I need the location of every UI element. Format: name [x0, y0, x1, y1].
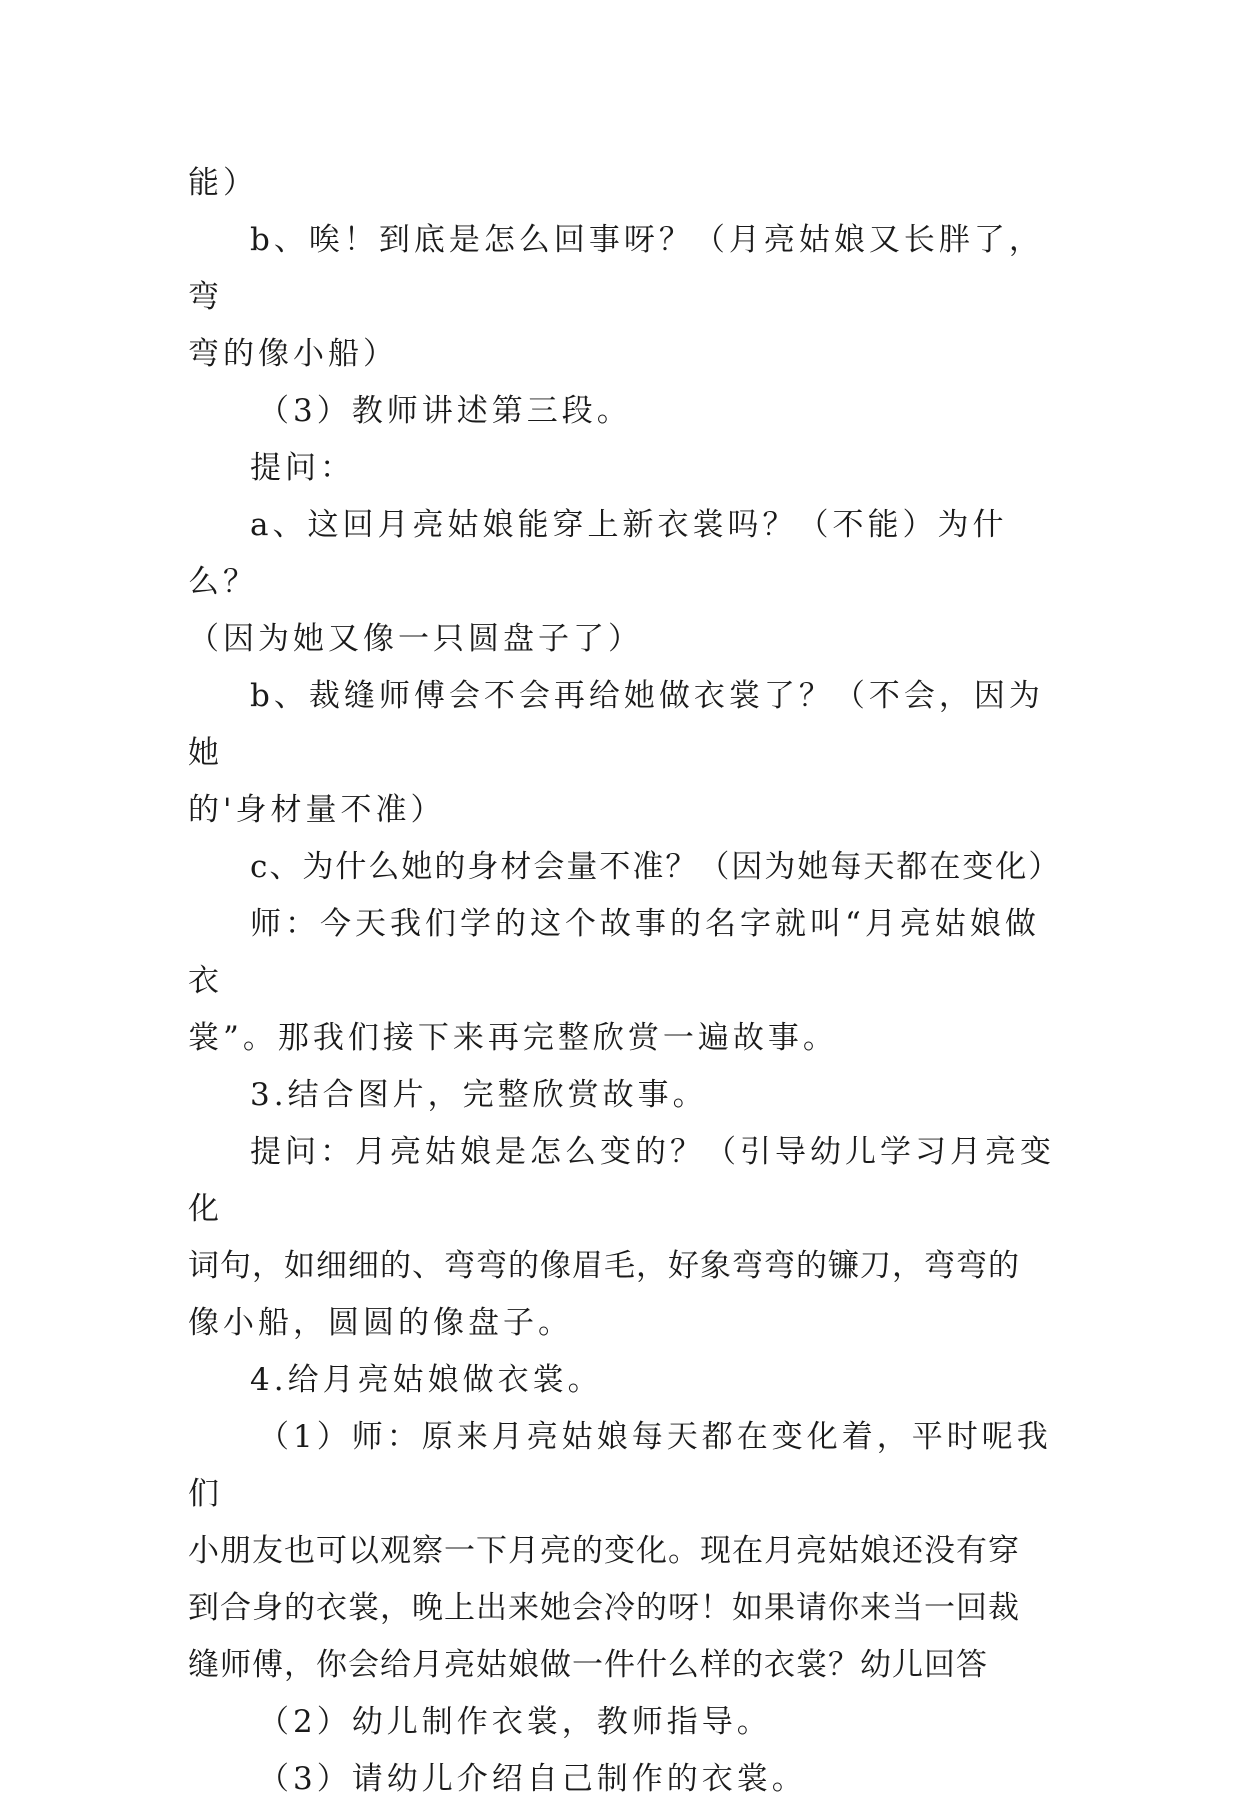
line: 提问：: [250, 450, 355, 486]
line: 词句，如细细的、弯弯的像眉毛，好象弯弯的镰刀，弯弯的: [188, 1248, 1020, 1284]
line: 小朋友也可以观察一下月亮的变化。现在月亮姑娘还没有穿: [188, 1533, 1020, 1569]
paragraph-11: [188, 1352, 1068, 1409]
document-body: [188, 155, 1068, 1808]
paragraph-9: [188, 1067, 1068, 1124]
line: （3）教师讲述第三段。: [258, 393, 632, 429]
line: （2）幼儿制作衣裳，教师指导。: [258, 1704, 772, 1740]
paragraph-5: [188, 497, 1068, 668]
line: 像小船，圆圆的像盘子。: [188, 1305, 573, 1341]
line: 到合身的衣裳，晚上出来她会冷的呀！如果请你来当一回裁: [188, 1590, 1020, 1626]
paragraph-6: [188, 668, 1068, 839]
paragraph-2: [188, 212, 1068, 383]
line: 能）: [188, 165, 258, 201]
paragraph-7: [188, 839, 1068, 896]
line: 缝师傅，你会给月亮姑娘做一件什么样的衣裳？幼儿回答: [188, 1647, 988, 1683]
line: 的'身材量不准）: [188, 792, 446, 828]
paragraph-14: [188, 1751, 1068, 1808]
line: （1）师：原来月亮姑娘每天都在变化着，平时呢我们: [188, 1419, 1052, 1512]
line: 师：今天我们学的这个故事的名字就叫“月亮姑娘做衣: [188, 906, 1040, 999]
paragraph-12: [188, 1409, 1068, 1694]
paragraph-3: [188, 383, 1068, 440]
line: c、为什么她的身材会量不准？（因为她每天都在变化）: [250, 849, 1062, 885]
line: 裳”。那我们接下来再完整欣赏一遍故事。: [188, 1020, 838, 1056]
line: （因为她又像一只圆盘子了）: [188, 621, 643, 657]
line: b、裁缝师傅会不会再给她做衣裳了？（不会，因为她: [188, 678, 1044, 771]
paragraph-1: [188, 155, 1068, 212]
paragraph-10: [188, 1124, 1068, 1352]
line: a、这回月亮姑娘能穿上新衣裳吗？（不能）为什么？: [188, 507, 1008, 600]
paragraph-13: [188, 1694, 1068, 1751]
line: 提问：月亮姑娘是怎么变的？（引导幼儿学习月亮变化: [188, 1134, 1055, 1227]
line: 弯的像小船）: [188, 336, 398, 372]
line: 3.结合图片，完整欣赏故事。: [250, 1077, 708, 1113]
paragraph-4: [188, 440, 1068, 497]
line: 4.给月亮姑娘做衣裳。: [250, 1362, 603, 1398]
line: （3）请幼儿介绍自己制作的衣裳。: [258, 1761, 807, 1797]
paragraph-8: [188, 896, 1068, 1067]
line: b、唉！到底是怎么回事呀？（月亮姑娘又长胖了，弯: [188, 222, 1044, 315]
